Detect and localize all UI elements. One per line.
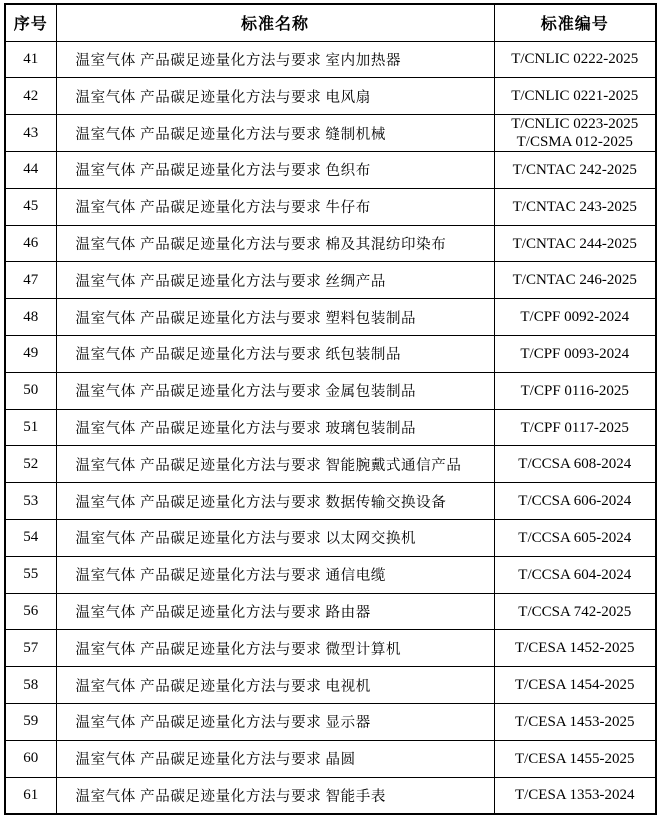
header-standard-name: 标准名称 bbox=[56, 4, 494, 41]
standard-code-line: T/CNTAC 242-2025 bbox=[512, 161, 637, 178]
row-serial-number: 49 bbox=[5, 336, 56, 373]
row-standard-code bbox=[494, 520, 656, 557]
table-row bbox=[5, 483, 656, 520]
standard-code-line: T/CPF 0117-2025 bbox=[520, 419, 629, 436]
standard-code-line: T/CESA 1452-2025 bbox=[514, 640, 635, 657]
row-serial-number: 50 bbox=[5, 372, 56, 409]
table-row bbox=[5, 78, 656, 115]
row-standard-code bbox=[494, 336, 656, 373]
standard-code-line: T/CNLIC 0222-2025 bbox=[511, 51, 639, 68]
row-standard-code bbox=[494, 262, 656, 299]
row-standard-code bbox=[494, 446, 656, 483]
row-serial-number: 42 bbox=[5, 78, 56, 115]
standard-code-line: T/CCSA 605-2024 bbox=[518, 529, 632, 546]
row-standard-code bbox=[494, 152, 656, 189]
row-standard-name: 温室气体 产品碳足迹量化方法与要求 智能手表 bbox=[56, 777, 494, 814]
row-serial-number: 51 bbox=[5, 409, 56, 446]
row-serial-number: 58 bbox=[5, 667, 56, 704]
standard-code-line: T/CSMA 012-2025 bbox=[516, 134, 633, 151]
row-standard-name: 温室气体 产品碳足迹量化方法与要求 丝绸产品 bbox=[56, 262, 494, 299]
row-standard-name: 温室气体 产品碳足迹量化方法与要求 金属包装制品 bbox=[56, 372, 494, 409]
table-body bbox=[5, 41, 656, 814]
row-standard-code bbox=[494, 667, 656, 704]
row-serial-number: 41 bbox=[5, 41, 56, 78]
row-serial-number: 53 bbox=[5, 483, 56, 520]
standard-code-line: T/CESA 1455-2025 bbox=[514, 750, 635, 767]
row-standard-name: 温室气体 产品碳足迹量化方法与要求 通信电缆 bbox=[56, 556, 494, 593]
table-row bbox=[5, 188, 656, 225]
header-standard-code: 标准编号 bbox=[494, 4, 656, 41]
table-row bbox=[5, 225, 656, 262]
row-serial-number: 44 bbox=[5, 152, 56, 189]
row-standard-code bbox=[494, 740, 656, 777]
row-standard-name: 温室气体 产品碳足迹量化方法与要求 数据传输交换设备 bbox=[56, 483, 494, 520]
row-standard-name: 温室气体 产品碳足迹量化方法与要求 塑料包装制品 bbox=[56, 299, 494, 336]
table-row bbox=[5, 372, 656, 409]
row-serial-number: 56 bbox=[5, 593, 56, 630]
row-serial-number: 54 bbox=[5, 520, 56, 557]
table-row bbox=[5, 336, 656, 373]
row-standard-name: 温室气体 产品碳足迹量化方法与要求 电风扇 bbox=[56, 78, 494, 115]
table-row bbox=[5, 152, 656, 189]
row-standard-code bbox=[494, 115, 656, 152]
table-row bbox=[5, 520, 656, 557]
row-standard-code bbox=[494, 593, 656, 630]
row-serial-number: 61 bbox=[5, 777, 56, 814]
row-standard-code bbox=[494, 704, 656, 741]
table-row bbox=[5, 115, 656, 152]
row-standard-name: 温室气体 产品碳足迹量化方法与要求 色织布 bbox=[56, 152, 494, 189]
standard-code-line: T/CNTAC 244-2025 bbox=[512, 235, 637, 252]
table-row bbox=[5, 704, 656, 741]
row-standard-code bbox=[494, 483, 656, 520]
row-standard-name: 温室气体 产品碳足迹量化方法与要求 路由器 bbox=[56, 593, 494, 630]
row-serial-number: 59 bbox=[5, 704, 56, 741]
header-serial-number: 序号 bbox=[5, 4, 56, 41]
table-row bbox=[5, 630, 656, 667]
standard-code-line: T/CNTAC 246-2025 bbox=[512, 272, 637, 289]
table-row bbox=[5, 262, 656, 299]
row-standard-code bbox=[494, 299, 656, 336]
row-standard-code bbox=[494, 41, 656, 78]
table-row bbox=[5, 593, 656, 630]
row-standard-code bbox=[494, 372, 656, 409]
table-row bbox=[5, 667, 656, 704]
row-serial-number: 45 bbox=[5, 188, 56, 225]
header-row bbox=[5, 4, 656, 41]
row-standard-code bbox=[494, 630, 656, 667]
table-row bbox=[5, 409, 656, 446]
standards-table bbox=[4, 3, 657, 815]
standard-code-line: T/CCSA 604-2024 bbox=[518, 566, 632, 583]
standard-code-line: T/CESA 1453-2025 bbox=[514, 713, 635, 730]
table-row bbox=[5, 41, 656, 78]
row-standard-name: 温室气体 产品碳足迹量化方法与要求 显示器 bbox=[56, 704, 494, 741]
row-standard-name: 温室气体 产品碳足迹量化方法与要求 智能腕戴式通信产品 bbox=[56, 446, 494, 483]
row-standard-name: 温室气体 产品碳足迹量化方法与要求 缝制机械 bbox=[56, 115, 494, 152]
row-serial-number: 47 bbox=[5, 262, 56, 299]
row-standard-code bbox=[494, 188, 656, 225]
standard-code-line: T/CNLIC 0221-2025 bbox=[511, 88, 639, 105]
table-row bbox=[5, 777, 656, 814]
table-row bbox=[5, 299, 656, 336]
row-serial-number: 55 bbox=[5, 556, 56, 593]
row-serial-number: 46 bbox=[5, 225, 56, 262]
standard-code-line: T/CCSA 606-2024 bbox=[518, 493, 632, 510]
standard-code-line: T/CESA 1454-2025 bbox=[514, 677, 635, 694]
standard-code-line: T/CPF 0093-2024 bbox=[520, 345, 630, 362]
table-row bbox=[5, 556, 656, 593]
row-standard-name: 温室气体 产品碳足迹量化方法与要求 电视机 bbox=[56, 667, 494, 704]
row-standard-name: 温室气体 产品碳足迹量化方法与要求 以太网交换机 bbox=[56, 520, 494, 557]
standard-code-line: T/CPF 0092-2024 bbox=[520, 309, 630, 326]
row-standard-name: 温室气体 产品碳足迹量化方法与要求 微型计算机 bbox=[56, 630, 494, 667]
row-standard-name: 温室气体 产品碳足迹量化方法与要求 牛仔布 bbox=[56, 188, 494, 225]
row-standard-name: 温室气体 产品碳足迹量化方法与要求 室内加热器 bbox=[56, 41, 494, 78]
standard-code-line: T/CCSA 608-2024 bbox=[518, 456, 632, 473]
row-standard-name: 温室气体 产品碳足迹量化方法与要求 纸包装制品 bbox=[56, 336, 494, 373]
standard-code-line: T/CESA 1353-2024 bbox=[514, 787, 635, 804]
standard-code-line: T/CNTAC 243-2025 bbox=[512, 198, 637, 215]
row-standard-name: 温室气体 产品碳足迹量化方法与要求 玻璃包装制品 bbox=[56, 409, 494, 446]
row-standard-code bbox=[494, 225, 656, 262]
row-serial-number: 52 bbox=[5, 446, 56, 483]
row-serial-number: 57 bbox=[5, 630, 56, 667]
row-serial-number: 60 bbox=[5, 740, 56, 777]
row-standard-name: 温室气体 产品碳足迹量化方法与要求 晶圆 bbox=[56, 740, 494, 777]
row-standard-code bbox=[494, 556, 656, 593]
row-serial-number: 43 bbox=[5, 115, 56, 152]
standard-code-line: T/CNLIC 0223-2025 bbox=[511, 116, 639, 133]
row-serial-number: 48 bbox=[5, 299, 56, 336]
table-row bbox=[5, 446, 656, 483]
row-standard-code bbox=[494, 409, 656, 446]
standard-code-line: T/CPF 0116-2025 bbox=[520, 382, 629, 399]
row-standard-code bbox=[494, 78, 656, 115]
row-standard-code bbox=[494, 777, 656, 814]
table-row bbox=[5, 740, 656, 777]
standard-code-line: T/CCSA 742-2025 bbox=[518, 603, 632, 620]
row-standard-name: 温室气体 产品碳足迹量化方法与要求 棉及其混纺印染布 bbox=[56, 225, 494, 262]
